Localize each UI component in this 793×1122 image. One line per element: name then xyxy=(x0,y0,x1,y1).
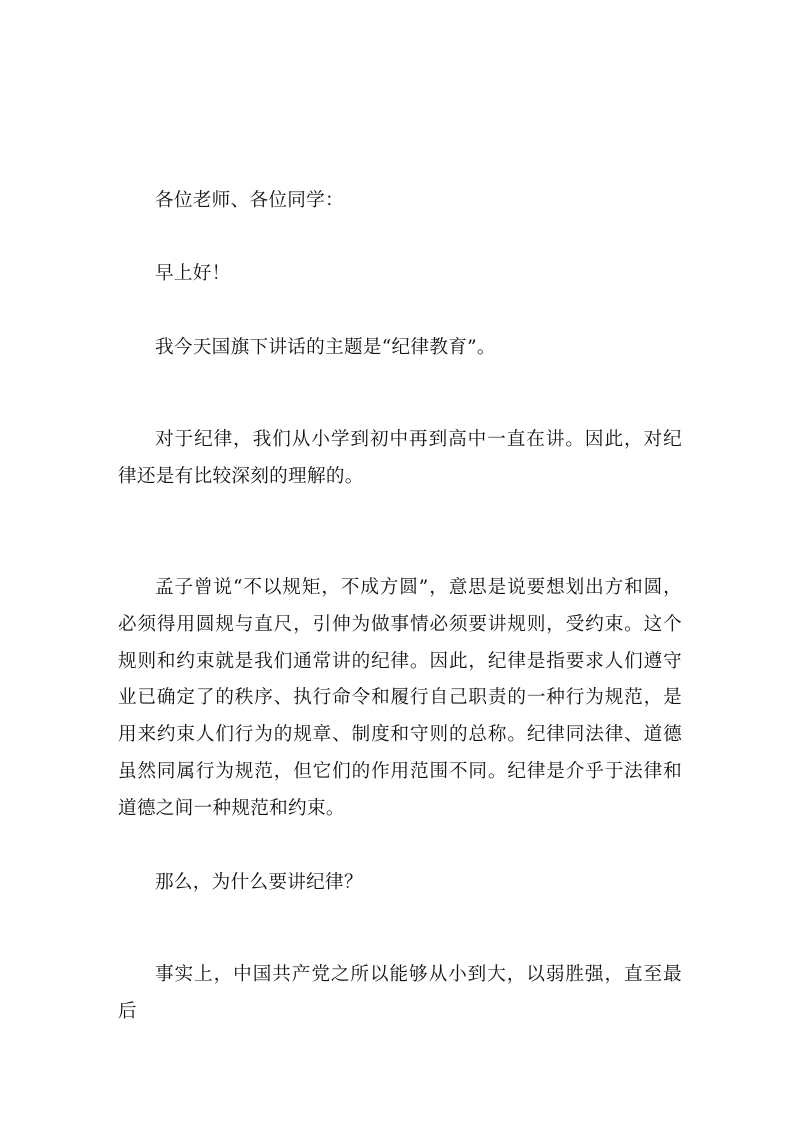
topic-paragraph: 我今天国旗下讲话的主题是“纪律教育”。 xyxy=(155,337,496,358)
greeting-paragraph: 各位老师、各位同学： xyxy=(155,190,344,211)
why-discipline-paragraph: 那么，为什么要讲纪律？ xyxy=(155,872,363,893)
mencius-paragraph: 孟子曾说“不以规矩，不成方圆”，意思是说要想划出方和圆，必须得用圆规与直尺，引伸为做事情必须要讲规则，受约束。这个规则和约束就是我们通常讲的纪律。因此，纪律是指要求人们遵守业已确定了的秩序、执行命令和履行自己职责的一种行为规范，是用来约束人们行为的规章、制度和守则的总称。纪律同法律、道德虽然同属行为规范，但它们的作用范围不同。纪律是介乎于法律和道德之间一种规范和约束。 xyxy=(118,577,682,819)
good-morning-paragraph: 早上好！ xyxy=(155,263,231,284)
discipline-understanding-paragraph: 对于纪律，我们从小学到初中再到高中一直在讲。因此，对纪律还是有比较深刻的理解的。 xyxy=(118,429,682,487)
party-history-paragraph: 事实上，中国共产党之所以能够从小到大，以弱胜强，直至最后 xyxy=(118,964,682,1022)
